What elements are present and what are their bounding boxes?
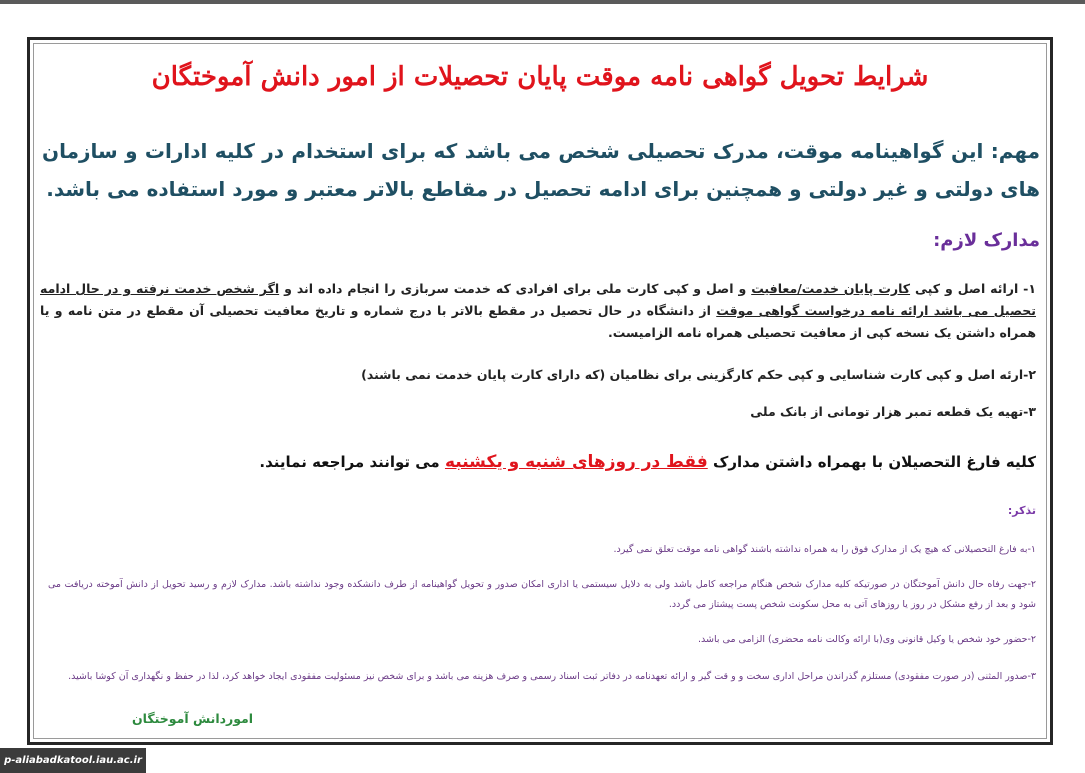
required-item-1 (34, 278, 1046, 344)
note-3: ۲-حضور خود شخص یا وکیل قانونی وی(با ارائه وکالت نامه محضری) الزامی می باشد. (698, 634, 1036, 645)
notice-text-after: می توانند مراجعه نمایند. (259, 453, 445, 471)
item1-text-c: از دانشگاه در حال تحصیل در مقطع بالاتر با درج شماره و تاریخ معافیت تحصیلی آن مقطع در متن نامه و یا همراه داشتن یک نسخه کپی از معافیت تحصیلی همراه نامه الزامیست. (40, 303, 1036, 340)
note-4: ۳-صدور المثنی (در صورت مفقودی) مستلزم گذراندن مراحل اداری سخت و و قت گیر و ارائه تعهدنامه در دفاتر ثبت اسناد رسمی و صرف هزینه می باشد و برای شخص نیز مسئولیت مفقودی ایجاد خواهد کرد، لذا در حفظ و نگهداری آن کوشا باشید. (68, 671, 1036, 682)
document-content (34, 40, 1046, 740)
page-title: شرایط تحویل گواهی نامه موقت پایان تحصیلات از امور دانش آموختگان (151, 62, 929, 92)
notes-heading: تذکر: (1007, 504, 1036, 517)
item1-underline-request-letter: اگر شخص خدمت نرفته و در حال ادامه تحصیل می باشد ارائه نامه درخواست گواهی موقت (40, 281, 1036, 318)
website-watermark: p-aliabadkatool.iau.ac.ir (0, 748, 146, 773)
item1-text-a: ۱- ارائه اصل و کپی (910, 281, 1037, 296)
item1-text-b: و اصل و کپی کارت ملی برای افرادی که خدمت سربازی را انجام داده اند و (279, 281, 752, 296)
top-border (0, 0, 1085, 4)
visiting-days-notice (34, 452, 1046, 472)
item1-underline-military-card: کارت پایان خدمت/معافیت (751, 281, 911, 296)
important-paragraph: مهم: این گواهینامه موقت، مدرک تحصیلی شخص می باشد که برای استخدام در کلیه ادارات و سازمان های دولتی و غیر دولتی و همچنین برای ادامه تحصیل در مقاطع بالاتر معتبر و مورد استفاده می باشد. (42, 139, 1040, 201)
required-item-3: ۳-تهیه یک قطعه تمبر هزار تومانی از بانک ملی (750, 404, 1036, 419)
notice-highlight-days: فقط در روزهای شنبه و یکشنبه (444, 452, 708, 472)
note-1: ۱-به فارغ التحصیلانی که هیچ یک از مدارک فوق را به همراه نداشته باشند گواهی نامه موقت تعلق نمی گیرد. (613, 544, 1036, 555)
required-item-2: ۲-ارئه اصل و کپی کارت شناسایی و کپی حکم کارگزینی برای نظامیان (که دارای کارت پایان خدمت نمی باشند) (361, 367, 1036, 382)
notice-text-before: کلیه فارغ التحصیلان با بهمراه داشتن مدارک (707, 453, 1036, 471)
note-2: ۲-جهت رفاه حال دانش آموختگان در صورتیکه کلیه مدارک شخص هنگام مراجعه کامل باشد ولی به دلایل سیستمی یا اداری امکان صدور و تحویل گواهینامه از طرف دانشکده وجود نداشته باشد. مدارک لازم و رسید تحویل از دانش آموخته دریافت می شود و بعد از رفع مشکل در روز یا روزهای آتی به محل سکونت شخص پست پیشتاز می گردد. (48, 579, 1036, 610)
signature: اموردانش آموختگان (132, 711, 254, 726)
required-documents-heading: مدارک لازم: (933, 230, 1040, 251)
